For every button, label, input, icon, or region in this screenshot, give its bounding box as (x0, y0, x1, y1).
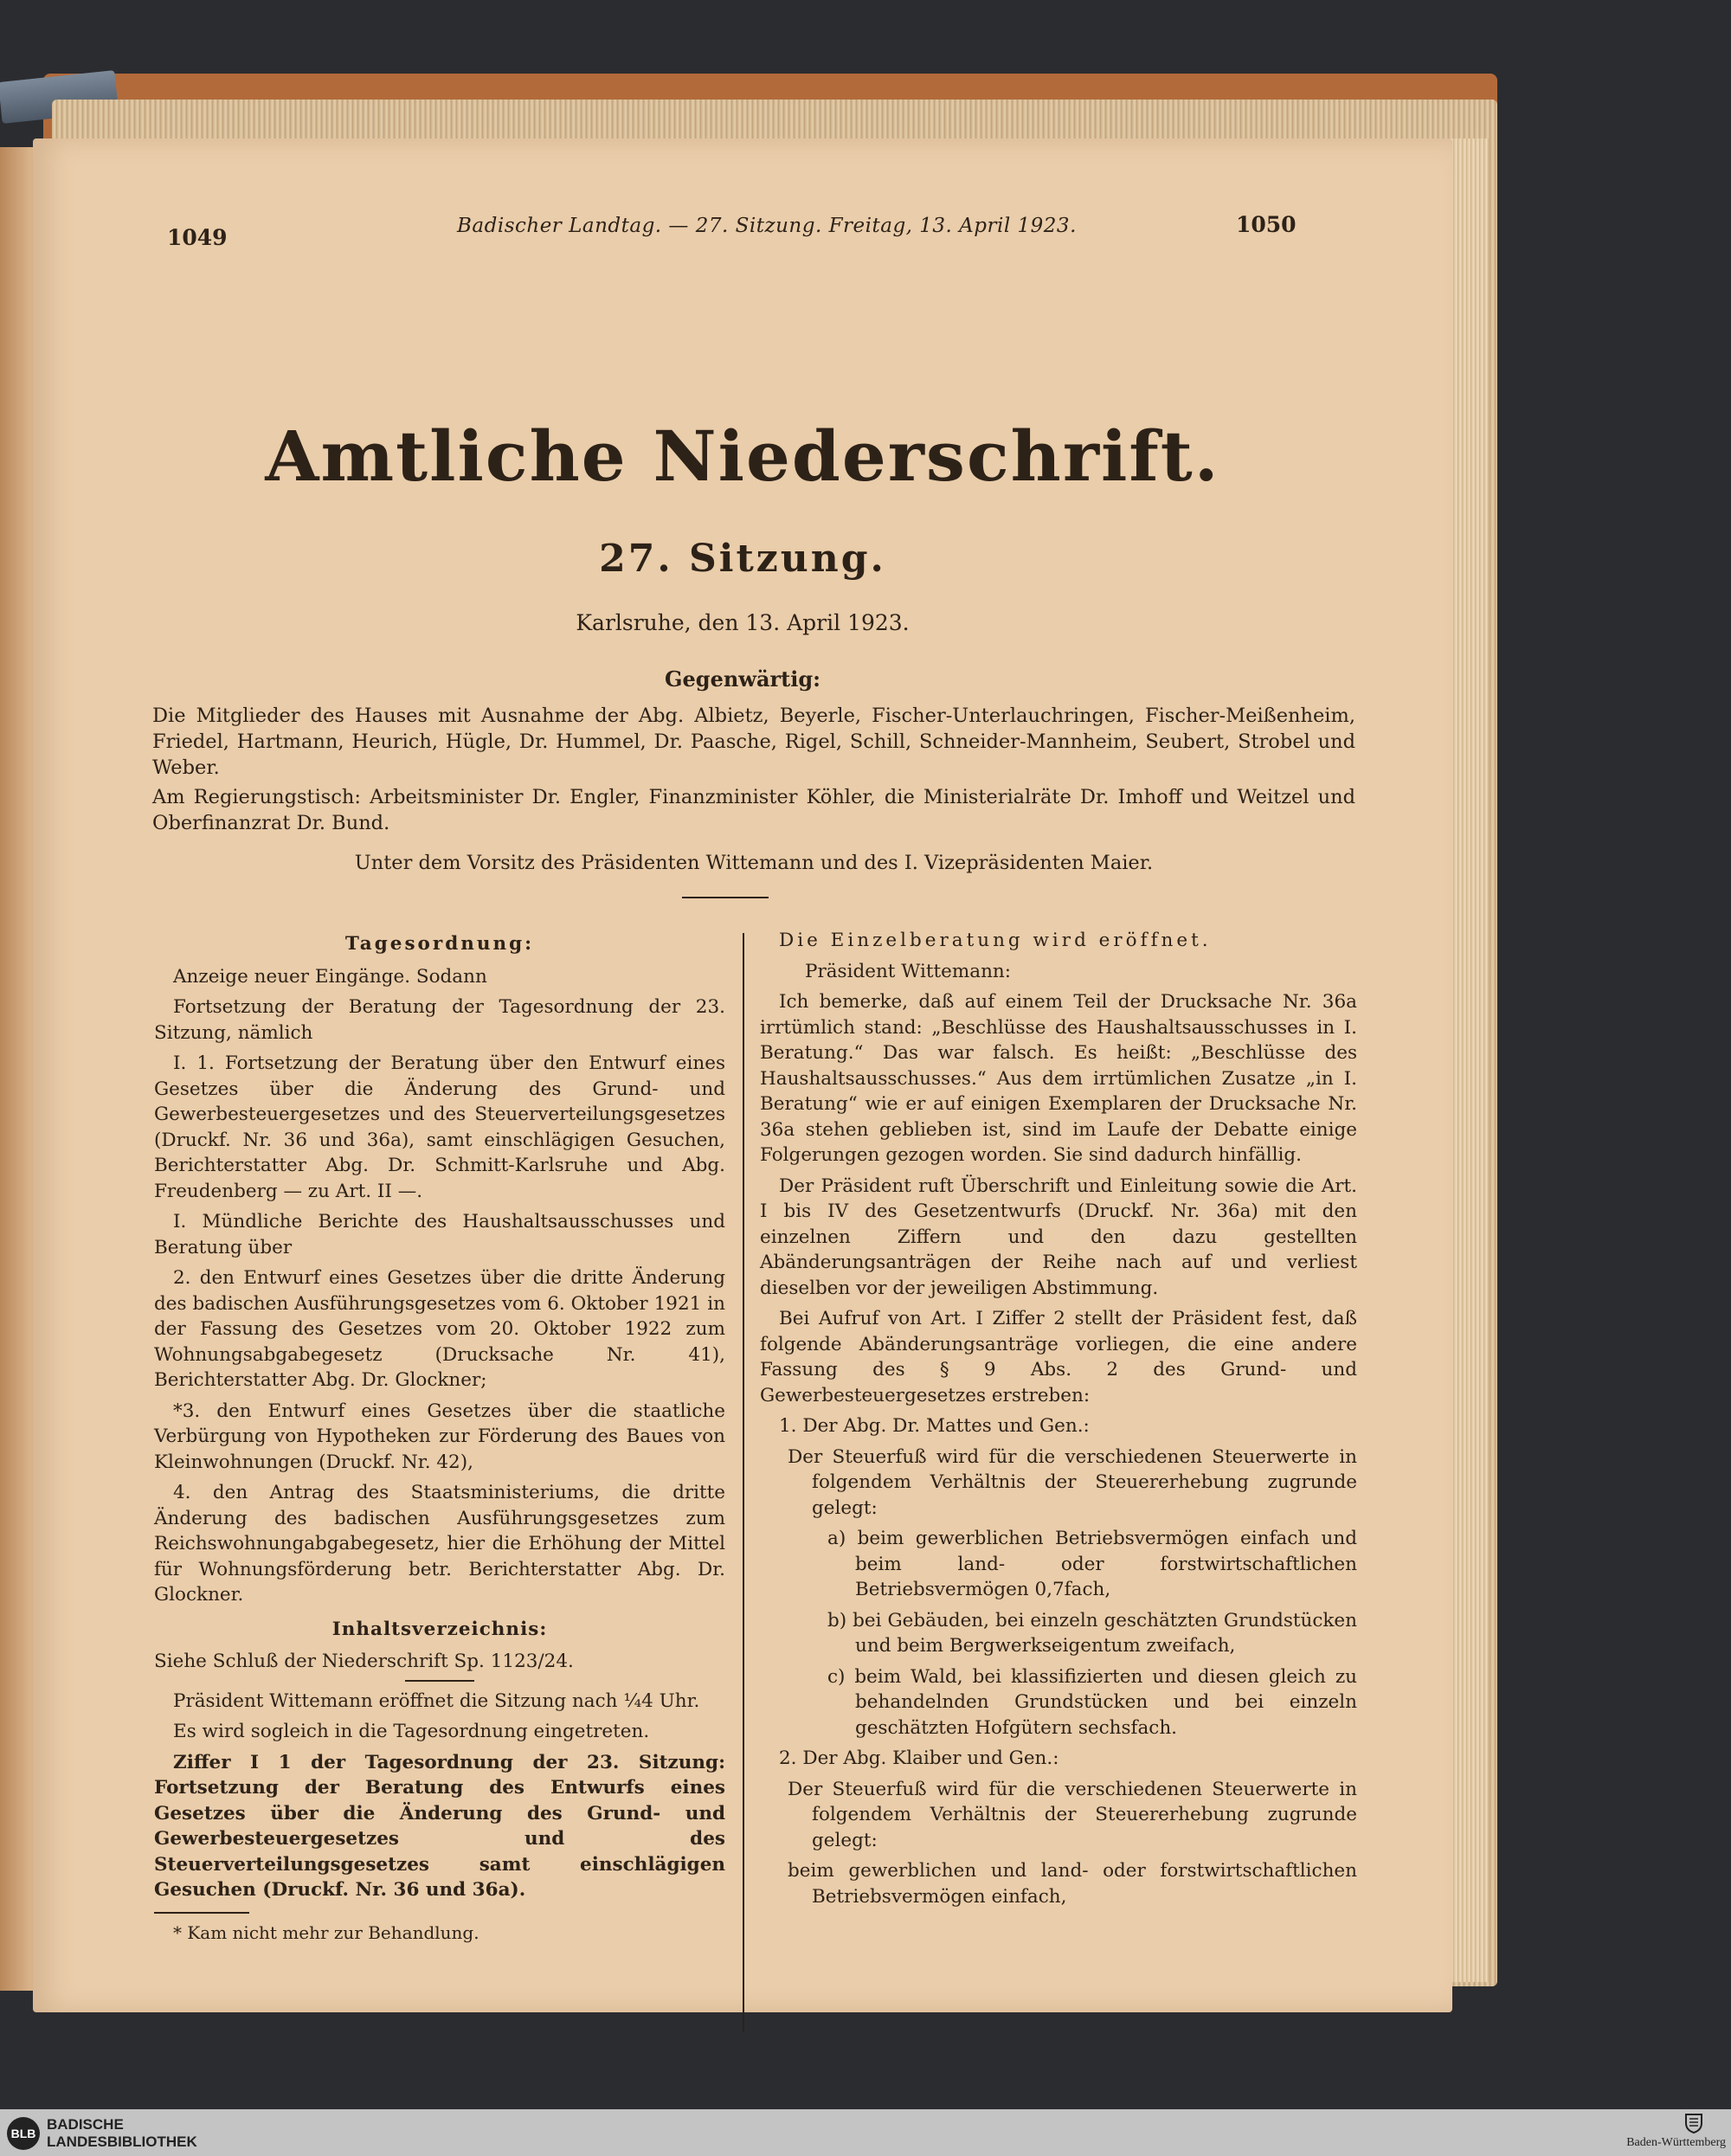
agenda-item: *3. den Entwurf eines Gesetzes über die staatliche Verbürgung von Hypotheken zur Förderung des Baues von Kleinwohnungen (Druckf. Nr. 42), (154, 1400, 725, 1473)
text-paragraph: Der Präsident ruft Überschrift und Einleitung sowie die Art. I bis IV des Gesetzentwurfs (Druckf. Nr. 36a) mit den einzelnen Ziffern und den dazu gestellten Abänderungsanträgen der Reihe nach auf und verliest dieselben vor der jeweiligen Abstimmung. (760, 1175, 1357, 1299)
agenda-item: 4. den Antrag des Staatsministeriums, die dritte Änderung des badischen Ausführungsgesetzes zum Reichswohnungabgabegesetz, hier die Erhöhung der Mittel für Wohnungsförderung betr. Berichterstatter Abg. Dr. Glockner. (154, 1482, 725, 1606)
right-column (760, 928, 1357, 1915)
motion-item: c) beim Wald, bei klassifizierten und diesen gleich zu behandelnden Grundstücken und bei einzeln geschätzten Hofgütern sechsfach. (827, 1665, 1357, 1739)
footnote-rule (154, 1912, 249, 1914)
section-divider (682, 897, 769, 898)
footnote: * Kam nicht mehr zur Behandlung. (173, 1921, 479, 1943)
government-table: Am Regierungstisch: Arbeitsminister Dr. Engler, Finanzminister Köhler, die Ministerialräte Dr. Imhoff und Weitzel und Oberfinanzrat Dr. Bund. (152, 786, 1355, 834)
partner-name: Baden-Württemberg (1626, 2136, 1726, 2149)
column-divider (743, 933, 744, 2032)
agenda-item: 2. den Entwurf eines Gesetzes über die dritte Änderung des badischen Ausführungsgesetzes vom 6. Oktober 1921 in der Fassung des Gesetzes vom 20. Oktober 1922 zum Wohnungsabgabegesetz (Drucksache Nr. 41), Berichterstatter Abg. Dr. Glockner; (154, 1267, 725, 1391)
viewer-footer-bar (0, 2109, 1731, 2156)
text-paragraph: Die Einzelberatung wird eröffnet. (779, 930, 1212, 951)
motion-label: 2. Der Abg. Klaiber und Gen.: (779, 1747, 1059, 1769)
motion-text: Der Steuerfuß wird für die verschiedenen Steuerwerte in folgendem Verhältnis der Steuererhebung zugrunde gelegt: (788, 1445, 1357, 1519)
members-present: Die Mitglieder des Hauses mit Ausnahme der Abg. Albietz, Beyerle, Fischer-Unterlauchringen, Fischer-Meißenheim, Friedel, Hartmann, Heurich, Hügle, Dr. Hummel, Dr. Paasche, Rigel, Schill, Schneider-Mannheim, Seubert, Strobel und Weber. (152, 705, 1355, 779)
text-paragraph: Ziffer I 1 der Tagesordnung der 23. Sitzung: Fortsetzung der Beratung des Entwurfs eines Gesetzes über die Änderung des Grund- und Gewerbesteuergesetzes und des Steuerverteilungsgesetzes samt einschlägigen Gesuchen (Druckf. Nr. 36 und 36a). (154, 1751, 725, 1901)
speaker-label: Präsident Wittemann: (805, 960, 1012, 982)
text-paragraph: Präsident Wittemann eröffnet die Sitzung nach ¼4 Uhr. (173, 1689, 700, 1712)
agenda-heading: Tagesordnung: (344, 933, 535, 955)
place-date: Karlsruhe, den 13. April 1923. (576, 610, 910, 635)
page-number-left: 1049 (167, 225, 228, 250)
text-paragraph: Bei Aufruf von Art. I Ziffer 2 stellt der Präsident fest, daß folgende Abänderungsanträge vorliegen, die eine andere Fassung des § 9 Abs. 2 des Grund- und Gewerbesteuergesetzes erstreben: (760, 1308, 1357, 1406)
page-number-right: 1050 (1236, 212, 1297, 237)
running-head: Badischer Landtag. — 27. Sitzung. Freitag, 13. April 1923. (457, 215, 1077, 237)
present-heading: Gegenwärtig: (665, 666, 820, 692)
coat-of-arms-icon (1683, 2112, 1705, 2134)
library-name[interactable]: BADISCHE LANDESBIBLIOTHEK (47, 2116, 197, 2150)
agenda-item: Anzeige neuer Eingänge. Sodann (173, 965, 487, 988)
motion-item: b) bei Gebäuden, bei einzeln geschätzten Grundstücken und beim Bergwerkseigentum zweifach, (827, 1609, 1357, 1657)
agenda-item: I. 1. Fortsetzung der Beratung über den Entwurf eines Gesetzes über die Änderung des Grund- und Gewerbesteuergesetzes und des Steuerverteilungsgesetzes (Druckf. Nr. 36 und 36a), samt einschlägigen Gesuchen, Berichterstatter Abg. Dr. Schmitt-Karlsruhe und Abg. Freudenberg — zu Art. II —. (154, 1052, 725, 1202)
document-title: Amtliche Niederschrift. (265, 415, 1220, 497)
motion-text: Der Steuerfuß wird für die verschiedenen Steuerwerte in folgendem Verhältnis der Steuererhebung zugrunde gelegt: (788, 1778, 1357, 1851)
motion-item: a) beim gewerblichen Betriebsvermögen einfach und beim land- oder forstwirtschaftlichen Betriebsvermögen 0,7fach, (827, 1528, 1357, 1600)
text-paragraph: Ich bemerke, daß auf einem Teil der Drucksache Nr. 36a irrtümlich stand: „Beschlüsse des Haushaltsausschusses in I. Beratung.“ Das war falsch. Es heißt: „Beschlüsse des Haushaltsausschusses.“ Aus dem irrtümlichen Zusatze „in I. Beratung“ wie er auf einigen Exemplaren der Drucksache Nr. 36a stehen geblieben ist, sind im Laufe der Debatte einige Folgerungen gezogen worden. Sie sind dadurch hinfällig. (760, 991, 1357, 1166)
contents-divider (405, 1680, 474, 1682)
contents-text: Siehe Schluß der Niederschrift Sp. 1123/24. (154, 1651, 574, 1672)
contents-heading: Inhaltsverzeichnis: (331, 1618, 548, 1640)
agenda-item: Fortsetzung der Beratung der Tagesordnung der 23. Sitzung, nämlich (154, 996, 725, 1044)
agenda-item: I. Mündliche Berichte des Haushaltsausschusses und Beratung über (154, 1211, 725, 1258)
left-column (154, 931, 725, 1951)
motion-label: 1. Der Abg. Dr. Mattes und Gen.: (779, 1415, 1090, 1437)
text-paragraph: Es wird sogleich in die Tagesordnung eingetreten. (173, 1721, 650, 1742)
session-title: 27. Sitzung. (599, 537, 886, 581)
library-logo[interactable]: BLB (7, 2117, 40, 2150)
chair-line: Unter dem Vorsitz des Präsidenten Wittemann und des I. Vizepräsidenten Maier. (354, 852, 1154, 874)
document-page (33, 138, 1452, 2012)
motion-text: beim gewerblichen und land- oder forstwirtschaftlichen Betriebsvermögen einfach, (788, 1860, 1357, 1908)
